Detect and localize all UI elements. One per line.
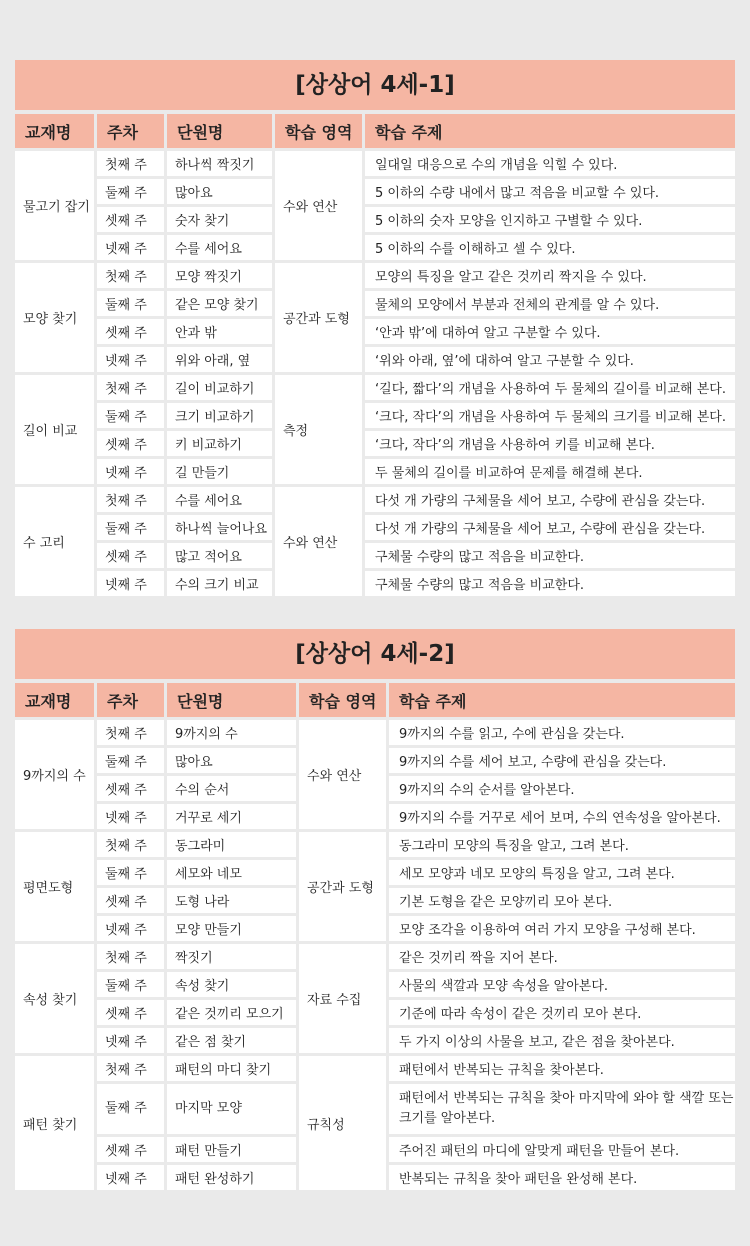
unit-cell: 수를 세어요 [167, 487, 275, 515]
topic-cell: 두 가지 이상의 사물을 보고, 같은 점을 찾아본다. [389, 1028, 735, 1056]
unit-cell: 안과 밖 [167, 319, 275, 347]
unit-cell: 마지막 모양 [167, 1084, 299, 1137]
book-name-cell: 길이 비교 [15, 375, 97, 487]
table-row [15, 347, 735, 375]
topic-cell: 같은 것끼리 짝을 지어 본다. [389, 944, 735, 972]
topic-cell: 모양의 특징을 알고 같은 것끼리 짝지을 수 있다. [365, 263, 735, 291]
unit-cell: 많아요 [167, 179, 275, 207]
unit-cell: 9까지의 수 [167, 720, 299, 748]
book-name-cell: 평면도형 [15, 832, 97, 944]
topic-cell: 5 이하의 수량 내에서 많고 적음을 비교할 수 있다. [365, 179, 735, 207]
table-row [15, 720, 735, 748]
topic-cell: 세모 모양과 네모 모양의 특징을 알고, 그려 본다. [389, 860, 735, 888]
header-topic: 학습 주제 [365, 114, 735, 151]
week-cell: 첫째 주 [97, 151, 167, 179]
topic-cell: 일대일 대응으로 수의 개념을 익힐 수 있다. [365, 151, 735, 179]
unit-cell: 수의 순서 [167, 776, 299, 804]
week-cell: 넷째 주 [97, 235, 167, 263]
topic-cell: 기본 도형을 같은 모양끼리 모아 본다. [389, 888, 735, 916]
week-cell: 둘째 주 [97, 291, 167, 319]
unit-cell: 키 비교하기 [167, 431, 275, 459]
table-row [15, 832, 735, 860]
topic-cell: 5 이하의 수를 이해하고 셀 수 있다. [365, 235, 735, 263]
topic-cell: ‘위와 아래, 옆’에 대하여 알고 구분할 수 있다. [365, 347, 735, 375]
table-row [15, 543, 735, 571]
curriculum-section-2 [15, 629, 735, 1193]
area-cell: 수와 연산 [275, 487, 365, 599]
week-cell: 첫째 주 [97, 487, 167, 515]
topic-cell: 다섯 개 가량의 구체물을 세어 보고, 수량에 관심을 갖는다. [365, 487, 735, 515]
week-cell: 넷째 주 [97, 804, 167, 832]
table-row [15, 319, 735, 347]
header-week: 주차 [97, 114, 167, 151]
area-cell: 공간과 도형 [299, 832, 389, 944]
table-row [15, 375, 735, 403]
week-cell: 첫째 주 [97, 375, 167, 403]
table-row [15, 487, 735, 515]
week-cell: 넷째 주 [97, 571, 167, 599]
week-cell: 둘째 주 [97, 179, 167, 207]
header-row [15, 114, 735, 151]
table-row [15, 571, 735, 599]
header-area: 학습 영역 [275, 114, 365, 151]
section-title: [상상어 4세-1] [15, 60, 735, 110]
topic-cell: 9까지의 수를 읽고, 수에 관심을 갖는다. [389, 720, 735, 748]
topic-cell: 동그라미 모양의 특징을 알고, 그려 본다. [389, 832, 735, 860]
week-cell: 셋째 주 [97, 319, 167, 347]
week-cell: 넷째 주 [97, 347, 167, 375]
unit-cell: 패턴 만들기 [167, 1137, 299, 1165]
unit-cell: 세모와 네모 [167, 860, 299, 888]
unit-cell: 속성 찾기 [167, 972, 299, 1000]
unit-cell: 도형 나라 [167, 888, 299, 916]
unit-cell: 많고 적어요 [167, 543, 275, 571]
table-row [15, 459, 735, 487]
unit-cell: 숫자 찾기 [167, 207, 275, 235]
week-cell: 셋째 주 [97, 431, 167, 459]
week-cell: 넷째 주 [97, 1165, 167, 1193]
book-name-cell: 9까지의 수 [15, 720, 97, 832]
header-topic: 학습 주제 [389, 683, 735, 720]
week-cell: 첫째 주 [97, 832, 167, 860]
topic-cell: 패턴에서 반복되는 규칙을 찾아 마지막에 와야 할 색깔 또는 크기를 알아본다. [389, 1084, 735, 1137]
week-cell: 넷째 주 [97, 459, 167, 487]
book-name-cell: 패턴 찾기 [15, 1056, 97, 1193]
week-cell: 둘째 주 [97, 403, 167, 431]
week-cell: 셋째 주 [97, 543, 167, 571]
week-cell: 둘째 주 [97, 972, 167, 1000]
book-name-cell: 속성 찾기 [15, 944, 97, 1056]
topic-cell: ‘크다, 작다’의 개념을 사용하여 키를 비교해 본다. [365, 431, 735, 459]
area-cell: 수와 연산 [275, 151, 365, 263]
unit-cell: 하나씩 늘어나요 [167, 515, 275, 543]
table-row [15, 944, 735, 972]
table-row [15, 291, 735, 319]
topic-cell: 두 물체의 길이를 비교하여 문제를 해결해 본다. [365, 459, 735, 487]
unit-cell: 같은 모양 찾기 [167, 291, 275, 319]
unit-cell: 하나씩 짝짓기 [167, 151, 275, 179]
topic-cell: ‘크다, 작다’의 개념을 사용하여 두 물체의 크기를 비교해 본다. [365, 403, 735, 431]
unit-cell: 같은 점 찾기 [167, 1028, 299, 1056]
book-name-cell: 모양 찾기 [15, 263, 97, 375]
week-cell: 셋째 주 [97, 1137, 167, 1165]
section-title: [상상어 4세-2] [15, 629, 735, 679]
unit-cell: 패턴의 마디 찾기 [167, 1056, 299, 1084]
week-cell: 셋째 주 [97, 1000, 167, 1028]
topic-cell: 9까지의 수를 거꾸로 세어 보며, 수의 연속성을 알아본다. [389, 804, 735, 832]
unit-cell: 모양 짝짓기 [167, 263, 275, 291]
area-cell: 수와 연산 [299, 720, 389, 832]
unit-cell: 같은 것끼리 모으기 [167, 1000, 299, 1028]
topic-cell: 9까지의 수를 세어 보고, 수량에 관심을 갖는다. [389, 748, 735, 776]
table-row [15, 207, 735, 235]
week-cell: 첫째 주 [97, 944, 167, 972]
topic-cell: 구체물 수량의 많고 적음을 비교한다. [365, 543, 735, 571]
topic-cell: 주어진 패턴의 마디에 알맞게 패턴을 만들어 본다. [389, 1137, 735, 1165]
table-row [15, 1056, 735, 1084]
curriculum-table [15, 683, 735, 1193]
unit-cell: 크기 비교하기 [167, 403, 275, 431]
topic-cell: ‘안과 밖’에 대하여 알고 구분할 수 있다. [365, 319, 735, 347]
week-cell: 둘째 주 [97, 515, 167, 543]
unit-cell: 거꾸로 세기 [167, 804, 299, 832]
topic-cell: 사물의 색깔과 모양 속성을 알아본다. [389, 972, 735, 1000]
table-body [15, 720, 735, 1193]
week-cell: 첫째 주 [97, 1056, 167, 1084]
topic-cell: 기준에 따라 속성이 같은 것끼리 모아 본다. [389, 1000, 735, 1028]
area-cell: 자료 수집 [299, 944, 389, 1056]
unit-cell: 많아요 [167, 748, 299, 776]
topic-cell: ‘길다, 짧다’의 개념을 사용하여 두 물체의 길이를 비교해 본다. [365, 375, 735, 403]
header-area: 학습 영역 [299, 683, 389, 720]
table-body [15, 151, 735, 599]
week-cell: 셋째 주 [97, 207, 167, 235]
unit-cell: 길 만들기 [167, 459, 275, 487]
unit-cell: 패턴 완성하기 [167, 1165, 299, 1193]
week-cell: 첫째 주 [97, 263, 167, 291]
topic-cell: 다섯 개 가량의 구체물을 세어 보고, 수량에 관심을 갖는다. [365, 515, 735, 543]
week-cell: 둘째 주 [97, 1084, 167, 1137]
topic-cell: 반복되는 규칙을 찾아 패턴을 완성해 본다. [389, 1165, 735, 1193]
topic-cell: 구체물 수량의 많고 적음을 비교한다. [365, 571, 735, 599]
unit-cell: 위와 아래, 옆 [167, 347, 275, 375]
book-name-cell: 수 고리 [15, 487, 97, 599]
table-row [15, 515, 735, 543]
unit-cell: 수의 크기 비교 [167, 571, 275, 599]
week-cell: 넷째 주 [97, 1028, 167, 1056]
table-row [15, 179, 735, 207]
table-row [15, 151, 735, 179]
header-row [15, 683, 735, 720]
topic-cell: 패턴에서 반복되는 규칙을 찾아본다. [389, 1056, 735, 1084]
header-book: 교재명 [15, 114, 97, 151]
week-cell: 넷째 주 [97, 916, 167, 944]
unit-cell: 길이 비교하기 [167, 375, 275, 403]
topic-cell: 9까지의 수의 순서를 알아본다. [389, 776, 735, 804]
week-cell: 둘째 주 [97, 860, 167, 888]
book-name-cell: 물고기 잡기 [15, 151, 97, 263]
header-unit: 단원명 [167, 114, 275, 151]
week-cell: 셋째 주 [97, 888, 167, 916]
table-row [15, 263, 735, 291]
topic-cell: 5 이하의 숫자 모양을 인지하고 구별할 수 있다. [365, 207, 735, 235]
week-cell: 둘째 주 [97, 748, 167, 776]
unit-cell: 모양 만들기 [167, 916, 299, 944]
curriculum-section-1 [15, 60, 735, 599]
area-cell: 공간과 도형 [275, 263, 365, 375]
table-row [15, 235, 735, 263]
week-cell: 첫째 주 [97, 720, 167, 748]
header-week: 주차 [97, 683, 167, 720]
topic-cell: 모양 조각을 이용하여 여러 가지 모양을 구성해 본다. [389, 916, 735, 944]
curriculum-table [15, 114, 735, 599]
table-row [15, 431, 735, 459]
table-row [15, 403, 735, 431]
area-cell: 측정 [275, 375, 365, 487]
topic-cell: 물체의 모양에서 부분과 전체의 관계를 알 수 있다. [365, 291, 735, 319]
unit-cell: 동그라미 [167, 832, 299, 860]
header-unit: 단원명 [167, 683, 299, 720]
unit-cell: 수를 세어요 [167, 235, 275, 263]
unit-cell: 짝짓기 [167, 944, 299, 972]
area-cell: 규칙성 [299, 1056, 389, 1193]
header-book: 교재명 [15, 683, 97, 720]
week-cell: 셋째 주 [97, 776, 167, 804]
